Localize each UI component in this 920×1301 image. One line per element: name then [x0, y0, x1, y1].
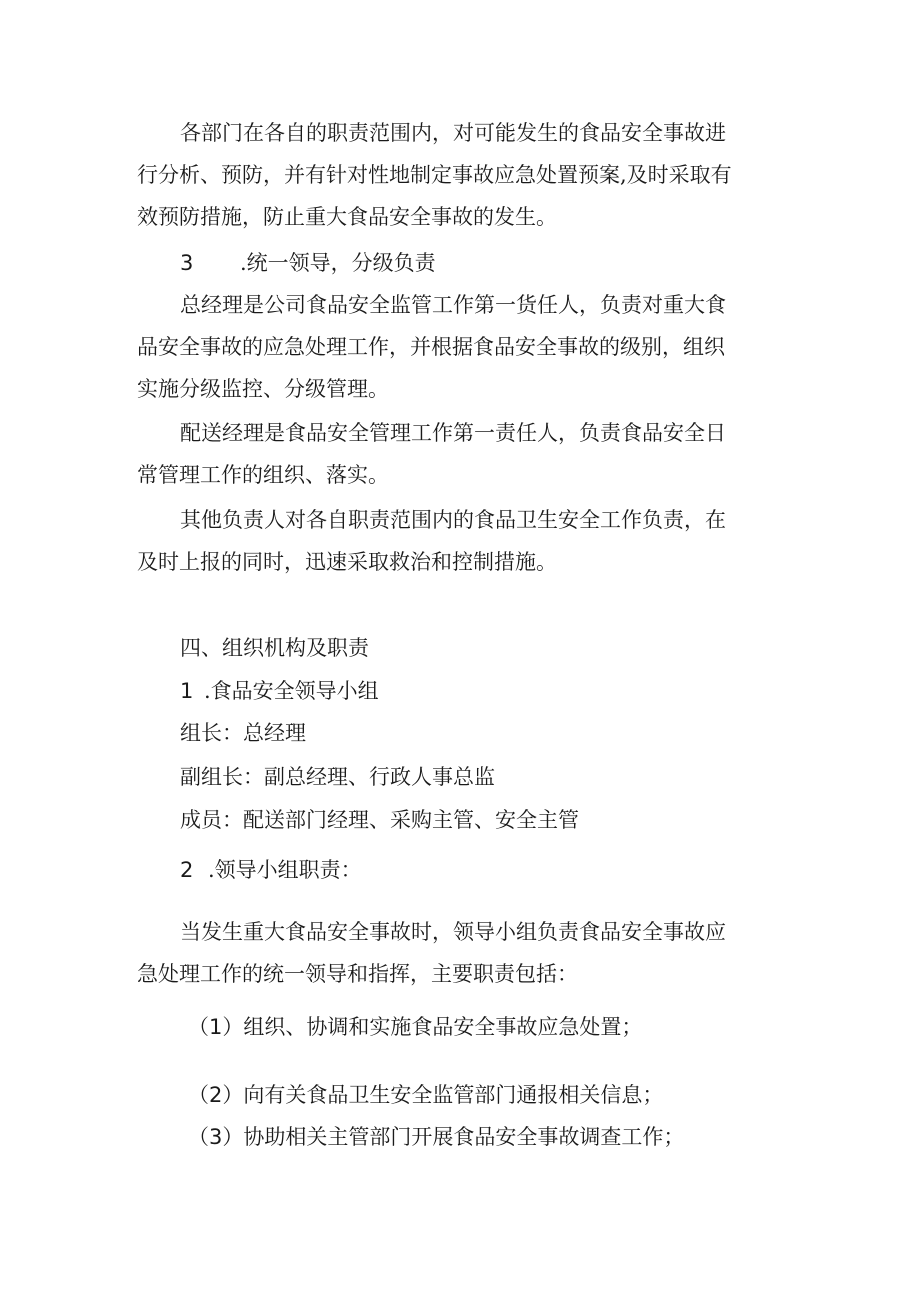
duty-1-number: （1） — [188, 1015, 244, 1039]
duty-item-3 — [188, 1122, 684, 1152]
item-2-number: 2 — [180, 858, 194, 882]
paragraph-2-line-3: 实施分级监控、分级管理。 — [137, 377, 389, 401]
paragraph-1-line-2: 行分析、预防，并有针对性地制定事故应急处置预案,及时采取有 — [137, 163, 732, 187]
paragraph-5-line-1: 当发生重大食品安全事故时，领导小组负责食品安全事故应 — [180, 920, 726, 944]
item-1-number: 1 — [180, 679, 194, 703]
section-4-item-2 — [180, 855, 362, 885]
heading-3-text: .统一领导，分级负责 — [240, 251, 436, 275]
duty-3-number: （3） — [188, 1125, 244, 1149]
paragraph-2-line-2: 品安全事故的应急处理工作，并根据食品安全事故的级别，组织 — [137, 335, 725, 359]
duty-2-text: 向有关食品卫生安全监管部门通报相关信息； — [243, 1083, 664, 1107]
paragraph-1-line-1: 各部门在各自的职责范围内，对可能发生的食品安全事故进 — [180, 121, 726, 145]
paragraph-3-line-2: 常管理工作的组织、落实。 — [137, 463, 389, 487]
paragraph-4-line-2: 及时上报的同时，迅速采取救治和控制措施。 — [137, 550, 557, 574]
duty-3-text: 协助相关主管部门开展食品安全事故调查工作； — [243, 1125, 685, 1149]
deputy-group-leader: 副组长：副总经理、行政人事总监 — [180, 765, 495, 789]
heading-3 — [180, 248, 436, 278]
group-leader: 组长：总经理 — [180, 721, 306, 745]
duty-2-number: （2） — [188, 1083, 244, 1107]
duty-item-2 — [188, 1080, 663, 1110]
item-2-text: .领导小组职责： — [208, 858, 362, 882]
paragraph-3-line-1: 配送经理是食品安全管理工作第一责任人，负责食品安全日 — [180, 421, 726, 445]
section-4-title: 四、组织机构及职责 — [180, 636, 369, 660]
section-4-item-1 — [180, 676, 379, 706]
paragraph-2-line-1: 总经理是公司食品安全监管工作第一货任人，负责对重大食 — [180, 293, 726, 317]
paragraph-4-line-1: 其他负责人对各自职责范围内的食品卫生安全工作负责，在 — [180, 508, 726, 532]
group-members: 成员：配送部门经理、采购主管、安全主管 — [180, 808, 579, 832]
duty-1-text: 组织、协调和实施食品安全事故应急处置； — [243, 1015, 643, 1039]
item-1-text: .食品安全领导小组 — [204, 679, 379, 703]
duty-item-1 — [188, 1012, 642, 1042]
heading-3-number: 3 — [180, 251, 194, 275]
paragraph-5-line-2: 急处理工作的统一领导和指挥，主要职责包括： — [137, 962, 578, 986]
paragraph-1-line-3: 效预防措施，防止重大食品安全事故的发生。 — [137, 205, 557, 229]
